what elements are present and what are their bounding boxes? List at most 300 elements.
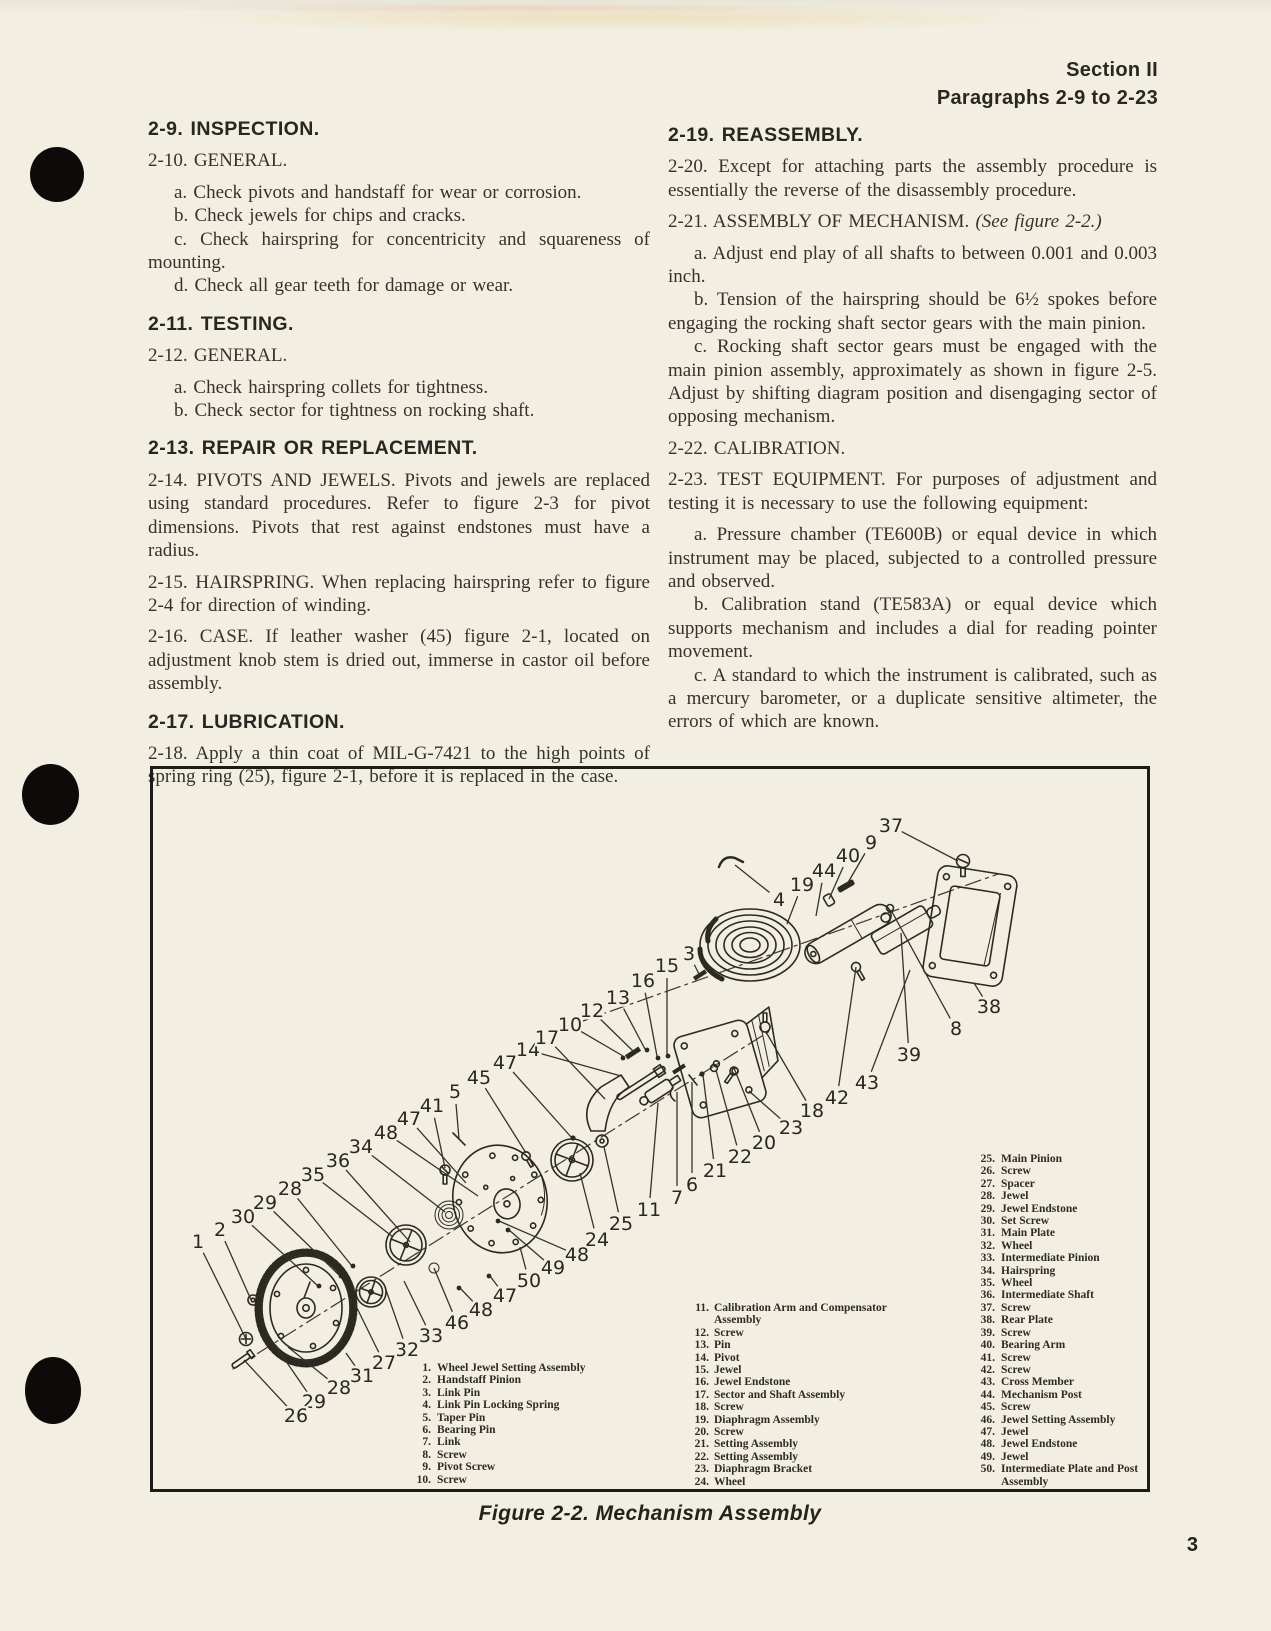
- part-name: Taper Pin: [437, 1411, 486, 1424]
- parts-list-item: [405, 1424, 645, 1436]
- callout-number: 40: [835, 845, 861, 867]
- callout-leader: [645, 993, 657, 1056]
- callout-number: 28: [277, 1178, 303, 1200]
- parts-list-item: [971, 1203, 1147, 1215]
- parts-list-item: [681, 1438, 925, 1450]
- sector-and-shaft: [587, 1075, 629, 1131]
- paragraph: c. Check hairspring for concentricity and squareness of mounting.: [148, 228, 650, 274]
- callout-leader: [499, 1221, 566, 1250]
- parts-list-item: [971, 1277, 1147, 1289]
- callout-number: 6: [685, 1174, 699, 1196]
- part-number: 29.: [980, 1202, 995, 1215]
- callout-leader: [839, 967, 856, 1086]
- paragraph: 2-21. ASSEMBLY OF MECHANISM. (See figure 2-2.): [668, 211, 1102, 233]
- mechanism-post: [801, 900, 895, 967]
- part-number: 12.: [694, 1326, 709, 1339]
- part-number: 4.: [422, 1399, 431, 1412]
- part-number: 9.: [422, 1461, 431, 1474]
- callout-number: 47: [396, 1108, 422, 1130]
- callout-leader: [604, 1147, 618, 1212]
- paragraph: 2-18. Apply a thin coat of MIL-G-7421 to the high points of spring ring (25), figure 2-1, before it is replaced in the case.: [148, 742, 650, 788]
- parts-list-1-10: [405, 1362, 645, 1486]
- part-name: Screw: [1001, 1301, 1031, 1314]
- part-name: Screw: [714, 1426, 744, 1439]
- setting-assembly-22: [699, 1071, 704, 1076]
- callout-number: 12: [579, 1000, 605, 1022]
- callout-number: 46: [444, 1312, 470, 1334]
- part-name: Rear Plate: [1001, 1314, 1053, 1327]
- part-number: 43.: [980, 1376, 995, 1389]
- part-number: 27.: [980, 1177, 995, 1190]
- parts-list-item: [971, 1165, 1147, 1177]
- paragraph: 2-14. PIVOTS AND JEWELS. Pivots and jewels are replaced using standard procedures. Refer to figure 2-3 for pivot dimensions. Pivots that rest against endstones must have a radius.: [148, 469, 650, 562]
- part-number: 41.: [980, 1351, 995, 1364]
- callout-number: 3: [682, 943, 696, 965]
- callout-number: 28: [326, 1377, 352, 1399]
- paragraph: a. Check hairspring collets for tightness.: [174, 376, 489, 398]
- part-name: Wheel: [1001, 1277, 1033, 1290]
- callout-number: 7: [670, 1187, 684, 1209]
- parts-list-item: [405, 1412, 645, 1424]
- parts-list-item: [971, 1240, 1147, 1252]
- section-heading: 2-13. REPAIR OR REPLACEMENT.: [148, 437, 478, 460]
- paragraph: a. Check pivots and handstaff for wear or corrosion.: [174, 181, 582, 203]
- parts-list-item: [971, 1227, 1147, 1239]
- binder-hole: [25, 1357, 81, 1424]
- parts-list-item: [405, 1387, 645, 1399]
- part-number: 16.: [694, 1376, 709, 1389]
- parts-list-item: [971, 1178, 1147, 1190]
- callout-number: 10: [557, 1014, 583, 1036]
- callout-leader: [225, 1241, 252, 1302]
- part-name: Bearing Arm: [1001, 1339, 1066, 1352]
- callout-number: 38: [976, 996, 1002, 1018]
- part-name: Screw: [1001, 1326, 1031, 1339]
- part-number: 26.: [980, 1165, 995, 1178]
- part-name: Jewel: [1001, 1450, 1029, 1463]
- part-number: 8.: [422, 1448, 431, 1461]
- paragraph: 2-16. CASE. If leather washer (45) figure 2-1, located on adjustment knob stem is dried out, immerse in castor oil before assembly.: [148, 626, 650, 695]
- callout-leader: [650, 1103, 658, 1198]
- parts-list-item: [971, 1289, 1147, 1301]
- callout-leader: [902, 832, 958, 861]
- diaphragm-bracket: [671, 1007, 793, 1120]
- parts-list-item: [681, 1426, 925, 1438]
- section-label: Section II: [1066, 59, 1158, 81]
- part-number: 2.: [422, 1374, 431, 1387]
- callout-number: 13: [605, 987, 631, 1009]
- screw-42: [850, 961, 867, 982]
- callout-leader: [509, 1230, 544, 1260]
- paragraph-range: Paragraphs 2-9 to 2-23: [936, 87, 1158, 109]
- part-name: Spacer: [1001, 1177, 1035, 1190]
- callout-number: 37: [878, 815, 904, 837]
- part-name: Screw: [1001, 1351, 1031, 1364]
- paragraph: b. Calibration stand (TE583A) or equal device which supports mechanism and includes a dial for reading pointer movement.: [668, 594, 1157, 663]
- parts-list-item: [971, 1438, 1147, 1450]
- callout-number: 44: [811, 860, 837, 882]
- callout-number: 29: [252, 1192, 278, 1214]
- callout-number: 42: [824, 1087, 850, 1109]
- paragraph: b. Check sector for tightness on rocking shaft.: [174, 400, 535, 422]
- callout-number: 43: [854, 1072, 880, 1094]
- parts-list-item: [971, 1215, 1147, 1227]
- part-name: Pivot Screw: [437, 1461, 496, 1474]
- part-number: 37.: [980, 1301, 995, 1314]
- part-name: Link Pin: [437, 1386, 481, 1399]
- parts-list-item: [971, 1314, 1147, 1326]
- part-number: 13.: [694, 1339, 709, 1352]
- parts-list-item: [681, 1302, 925, 1327]
- callout-number: 39: [896, 1044, 922, 1066]
- part-name: Handstaff Pinion: [437, 1374, 522, 1387]
- part-name: Wheel: [714, 1475, 746, 1488]
- part-name: Hairspring: [1001, 1264, 1056, 1277]
- callout-number: 47: [492, 1052, 518, 1074]
- callout-leader: [787, 896, 798, 924]
- parts-list-item: [971, 1451, 1147, 1463]
- callout-leader: [396, 1140, 478, 1196]
- callout-number: 1: [191, 1231, 205, 1253]
- parts-list-item: [405, 1374, 645, 1386]
- parts-list-item: [971, 1401, 1147, 1413]
- part-name: Screw: [714, 1326, 744, 1339]
- parts-list-item: [971, 1426, 1147, 1438]
- parts-list-item: [681, 1364, 925, 1376]
- part-number: 7.: [422, 1436, 431, 1449]
- callout-number: 2: [213, 1219, 227, 1241]
- callout-leader: [891, 910, 950, 1018]
- part-number: 46.: [980, 1413, 995, 1426]
- callout-number: 19: [789, 874, 815, 896]
- callout-leader: [694, 965, 699, 974]
- callout-number: 24: [584, 1229, 610, 1251]
- parts-list-item: [971, 1352, 1147, 1364]
- paragraph: 2-20. Except for attaching parts the assembly procedure is essentially the reverse of the disassembly procedure.: [668, 156, 1157, 201]
- link-pin-locking-spring: [719, 857, 743, 867]
- part-name: Bearing Pin: [437, 1424, 496, 1437]
- part-name: Screw: [437, 1473, 467, 1486]
- diaphragm-assembly: [700, 909, 800, 981]
- parts-list-item: [681, 1476, 925, 1488]
- figure-caption: Figure 2-2. Mechanism Assembly: [478, 1502, 822, 1525]
- callout-number: 22: [727, 1146, 753, 1168]
- part-name: Screw: [714, 1401, 744, 1414]
- parts-list-item: [405, 1474, 645, 1486]
- callout-number: 9: [864, 832, 878, 854]
- paragraph: a. Pressure chamber (TE600B) or equal device in which instrument may be placed, subjected to a controlled pressure and observed.: [668, 524, 1157, 592]
- part-number: 38.: [980, 1314, 995, 1327]
- part-name: Wheel Jewel Setting Assembly: [437, 1362, 586, 1374]
- callout-number: 27: [371, 1352, 397, 1374]
- callout-leader: [520, 1247, 526, 1269]
- callout-number: 4: [772, 889, 786, 911]
- part-number: 31.: [980, 1227, 995, 1240]
- parts-list-item: [971, 1327, 1147, 1339]
- parts-list-item: [971, 1153, 1147, 1165]
- callout-number: 50: [516, 1270, 542, 1292]
- part-name: Screw: [1001, 1363, 1031, 1376]
- paragraph: d. Check all gear teeth for damage or wear.: [174, 275, 514, 297]
- paragraph: c. Rocking shaft sector gears must be engaged with the main pinion assembly, approximately as shown in figure 2-5. Adjust by shifting diagram position and disengaging sector of opposing mechanism.: [668, 336, 1157, 428]
- parts-list-item: [405, 1362, 645, 1374]
- parts-list-item: [971, 1190, 1147, 1202]
- parts-list-item: [405, 1436, 645, 1448]
- part-number: 11.: [695, 1302, 709, 1314]
- part-number: 1.: [422, 1362, 431, 1374]
- parts-list-item: [971, 1339, 1147, 1351]
- part-number: 48.: [980, 1438, 995, 1451]
- callout-number: 48: [373, 1122, 399, 1144]
- callout-leader: [434, 1118, 445, 1168]
- callout-number: 23: [778, 1117, 804, 1139]
- callout-number: 11: [636, 1199, 662, 1221]
- callout-number: 48: [564, 1244, 590, 1266]
- part-name: Screw: [1001, 1165, 1031, 1178]
- callout-leader: [735, 865, 770, 893]
- wheel-35: [386, 1225, 426, 1265]
- callout-number: 35: [300, 1164, 326, 1186]
- parts-list-item: [681, 1451, 925, 1463]
- callout-number: 21: [702, 1160, 728, 1182]
- paragraph: 2-10. GENERAL.: [148, 150, 288, 172]
- part-number: 22.: [694, 1450, 709, 1463]
- callout-number: 14: [515, 1039, 541, 1061]
- part-number: 21.: [694, 1438, 709, 1451]
- callout-leader: [624, 1009, 645, 1049]
- part-number: 32.: [980, 1239, 995, 1252]
- parts-list-item: [405, 1449, 645, 1461]
- callout-number: 41: [419, 1095, 445, 1117]
- part-name: Wheel: [1001, 1239, 1033, 1252]
- part-number: 10.: [416, 1473, 431, 1486]
- page-number: 3: [1186, 1534, 1198, 1556]
- callout-number: 5: [448, 1081, 462, 1103]
- part-name: Jewel Endstone: [1001, 1202, 1078, 1215]
- callout-number: 33: [418, 1325, 444, 1347]
- parts-list-item: [971, 1376, 1147, 1388]
- callout-leader: [346, 1170, 410, 1242]
- right-column: [668, 124, 1157, 734]
- paragraph: 2-22. CALIBRATION.: [668, 437, 846, 459]
- callout-leader: [404, 1281, 426, 1325]
- part-name: Calibration Arm and Compensator Assembly: [714, 1302, 887, 1327]
- figure-2-2: [150, 766, 1150, 1492]
- part-name: Link: [437, 1436, 461, 1449]
- part-number: 36.: [980, 1289, 995, 1302]
- part-name: Jewel Setting Assembly: [1001, 1413, 1116, 1426]
- part-name: Setting Assembly: [714, 1450, 799, 1463]
- parts-list-item: [681, 1339, 925, 1351]
- parts-list-item: [681, 1401, 925, 1413]
- part-number: 49.: [980, 1450, 995, 1463]
- callout-number: 16: [630, 970, 656, 992]
- part-name: Diaphragm Bracket: [714, 1463, 813, 1476]
- callout-leader: [485, 1088, 526, 1153]
- paragraph: 2-15. HAIRSPRING. When replacing hairspring refer to figure 2-4 for direction of winding.: [148, 571, 650, 616]
- section-heading: 2-11. TESTING.: [148, 312, 294, 335]
- wheel-24: [551, 1139, 593, 1181]
- part-number: 30.: [980, 1215, 995, 1228]
- part-name: Main Plate: [1001, 1227, 1055, 1240]
- callout-number: 31: [349, 1365, 375, 1387]
- callout-number: 18: [799, 1100, 825, 1122]
- part-number: 42.: [980, 1363, 995, 1376]
- left-column: [148, 118, 650, 797]
- paragraph: a. Adjust end play of all shafts to between 0.001 and 0.003 inch.: [668, 242, 1157, 288]
- paragraph: 2-23. TEST EQUIPMENT. For purposes of adjustment and testing it is necessary to use the following equipment:: [668, 469, 1157, 514]
- part-name: Jewel: [1001, 1425, 1029, 1438]
- part-name: Jewel Endstone: [714, 1376, 791, 1389]
- callout-leader: [513, 1072, 572, 1138]
- binder-hole: [22, 764, 79, 825]
- parts-list-item: [971, 1364, 1147, 1376]
- part-number: 35.: [980, 1277, 995, 1290]
- parts-list-item: [681, 1463, 925, 1475]
- callout-number: 34: [348, 1136, 374, 1158]
- part-number: 23.: [694, 1463, 709, 1476]
- part-number: 20.: [694, 1426, 709, 1439]
- part-number: 33.: [980, 1252, 995, 1265]
- part-name: Mechanism Post: [1001, 1388, 1082, 1401]
- callout-number: 29: [301, 1391, 327, 1413]
- callout-leader: [386, 1290, 403, 1339]
- section-heading: 2-19. REASSEMBLY.: [668, 124, 864, 146]
- part-number: 47.: [980, 1425, 995, 1438]
- parts-list-item: [971, 1252, 1147, 1264]
- parts-list-item: [971, 1463, 1147, 1488]
- pin-13: [625, 1047, 641, 1060]
- parts-list-item: [971, 1414, 1147, 1426]
- callout-leader: [354, 1302, 379, 1352]
- callout-number: 47: [492, 1285, 518, 1307]
- part-number: 19.: [694, 1413, 709, 1426]
- part-name: Screw: [437, 1448, 467, 1461]
- parts-list-11-24: [681, 1302, 925, 1488]
- parts-list-item: [681, 1327, 925, 1339]
- bearing-pin: [689, 1075, 697, 1085]
- part-number: 39.: [980, 1326, 995, 1339]
- parts-list-item: [971, 1265, 1147, 1277]
- part-number: 40.: [980, 1339, 995, 1352]
- part-name: Pin: [714, 1339, 731, 1352]
- callout-number: 26: [283, 1405, 309, 1427]
- callout-number: 15: [654, 955, 680, 977]
- rear-plate: [922, 864, 1019, 987]
- part-name: Set Screw: [1001, 1215, 1050, 1228]
- callout-number: 48: [468, 1299, 494, 1321]
- section-heading: 2-17. LUBRICATION.: [148, 710, 345, 733]
- part-name: Jewel: [714, 1364, 742, 1377]
- parts-list-item: [681, 1389, 925, 1401]
- part-name: Main Pinion: [1001, 1153, 1063, 1165]
- bearing-arm-stud: [823, 893, 835, 907]
- part-name: Sector and Shaft Assembly: [714, 1388, 846, 1401]
- callout-number: 36: [325, 1150, 351, 1172]
- part-name: Intermediate Shaft: [1001, 1289, 1094, 1302]
- part-name: Intermediate Pinion: [1001, 1252, 1100, 1265]
- callout-number: 32: [394, 1339, 420, 1361]
- parts-list-item: [681, 1352, 925, 1364]
- screw-37: [957, 855, 970, 877]
- callout-leader: [901, 933, 908, 1043]
- part-name: Cross Member: [1001, 1376, 1074, 1389]
- part-name: Jewel: [1001, 1190, 1029, 1203]
- callout-leader: [816, 883, 822, 916]
- part-name: Screw: [1001, 1401, 1031, 1414]
- callout-leader: [322, 1182, 393, 1237]
- section-heading: 2-9. INSPECTION.: [148, 118, 320, 140]
- upper-axis-line: [583, 874, 998, 1021]
- part-number: 25.: [980, 1153, 995, 1165]
- callout-leader: [734, 1068, 760, 1132]
- part-name: Setting Assembly: [714, 1438, 799, 1451]
- part-number: 14.: [694, 1351, 709, 1364]
- paragraph: c. A standard to which the instrument is calibrated, such as a mercury barometer, or a duplicate sensitive altimeter, the errors of which are known.: [668, 664, 1157, 733]
- callout-leader: [244, 1360, 288, 1407]
- main-plate-gear: [258, 1252, 354, 1364]
- part-number: 6.: [422, 1424, 431, 1437]
- parts-list-item: [405, 1399, 645, 1411]
- callout-number: 20: [751, 1132, 777, 1154]
- parts-list-item: [681, 1376, 925, 1388]
- parts-list-25-50: [971, 1153, 1147, 1488]
- binder-hole: [30, 147, 84, 202]
- callout-number: 30: [230, 1206, 256, 1228]
- callout-leader: [434, 1268, 452, 1312]
- part-name: Link Pin Locking Spring: [437, 1399, 560, 1412]
- callout-leader: [716, 1070, 737, 1145]
- callout-number: 17: [534, 1027, 560, 1049]
- part-number: 44.: [980, 1388, 995, 1401]
- part-number: 15.: [694, 1364, 709, 1377]
- part-number: 3.: [422, 1386, 431, 1399]
- paragraph: b. Tension of the hairspring should be 6½ spokes before engaging the rocking shaft sector gears with the main pinion.: [668, 289, 1157, 334]
- paragraph: 2-12. GENERAL.: [148, 345, 288, 367]
- part-number: 24.: [694, 1475, 709, 1488]
- parts-list-item: [971, 1302, 1147, 1314]
- part-name: Diaphragm Assembly: [714, 1413, 820, 1426]
- paragraph: b. Check jewels for chips and cracks.: [174, 205, 466, 227]
- callout-number: 49: [540, 1257, 566, 1279]
- part-number: 28.: [980, 1190, 995, 1203]
- part-number: 45.: [980, 1401, 995, 1414]
- callout-leader: [370, 1154, 445, 1212]
- wheel-32: [356, 1277, 386, 1307]
- callout-number: 8: [949, 1018, 963, 1040]
- callout-leader: [456, 1104, 459, 1139]
- callout-leader: [203, 1253, 246, 1339]
- callout-leader: [274, 1211, 340, 1276]
- part-name: Intermediate Plate and Post Assembly: [1001, 1463, 1139, 1488]
- parts-list-item: [405, 1461, 645, 1473]
- callout-number: 25: [608, 1213, 634, 1235]
- part-number: 34.: [980, 1264, 995, 1277]
- intermediate-plate: [444, 1138, 555, 1261]
- callout-leader: [555, 1047, 605, 1099]
- part-name: Jewel Endstone: [1001, 1438, 1078, 1451]
- part-number: 18.: [694, 1401, 709, 1414]
- part-number: 5.: [422, 1411, 431, 1424]
- part-number: 17.: [694, 1388, 709, 1401]
- part-number: 50.: [980, 1463, 995, 1476]
- part-name: Pivot: [714, 1351, 740, 1364]
- callout-number: 45: [466, 1067, 492, 1089]
- parts-list-item: [681, 1414, 925, 1426]
- callout-leader: [580, 1173, 594, 1228]
- page-header: [668, 56, 1158, 112]
- parts-list-item: [971, 1389, 1147, 1401]
